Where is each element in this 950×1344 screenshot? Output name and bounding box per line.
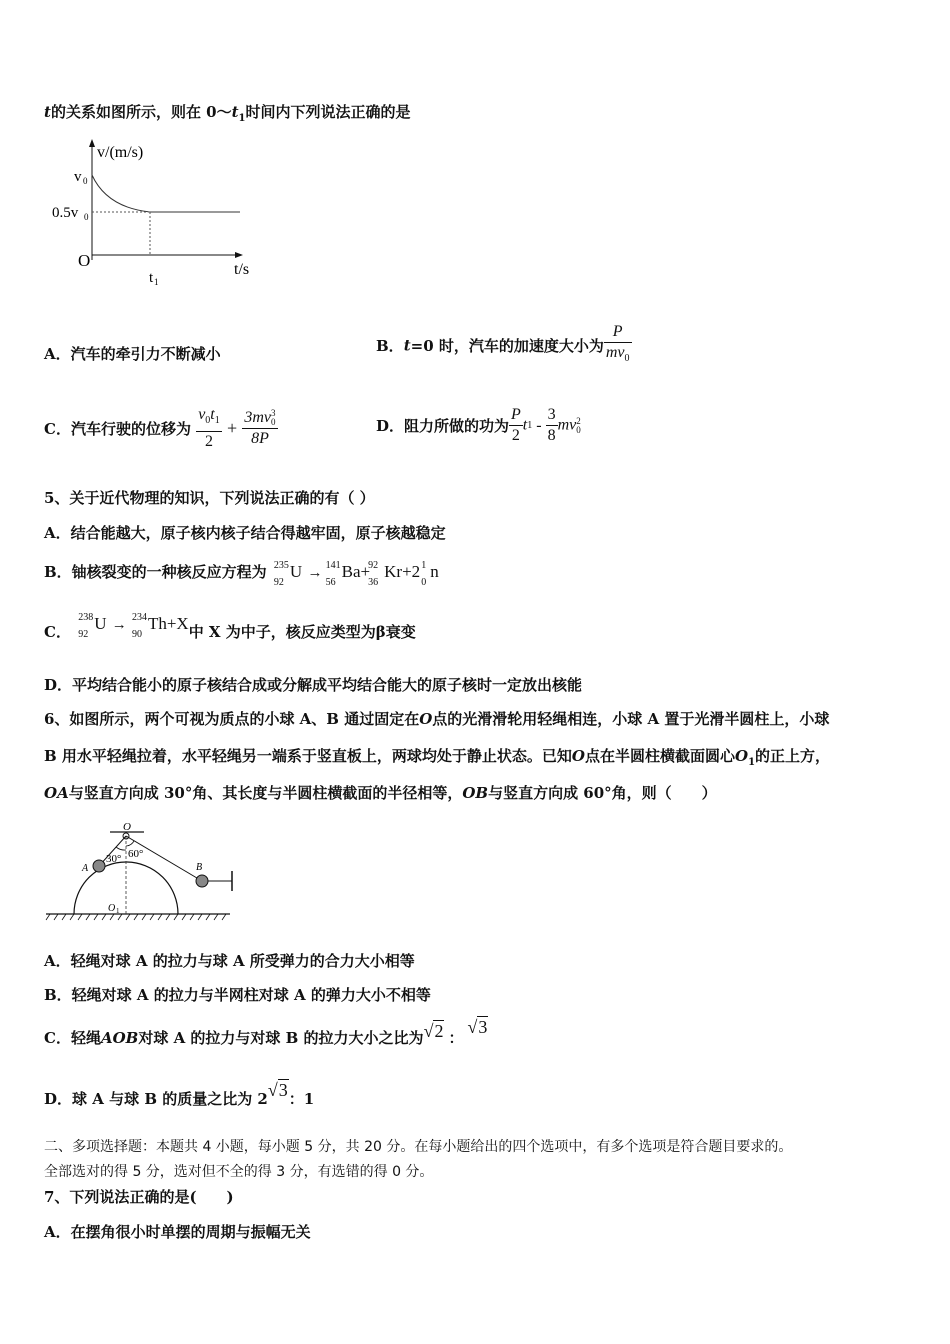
q5-option-a: A．结合能越大，原子核内核子结合得越牢固，原子核越稳定 xyxy=(44,524,446,542)
q4-option-c-den2: 8P xyxy=(251,430,269,448)
graph-t1-label: t xyxy=(149,270,154,286)
q4-intro-t: t xyxy=(44,103,51,121)
q4-option-b-text: =0 时，汽车的加速度大小为 xyxy=(410,337,604,356)
q4-option-d-num2: 3 xyxy=(546,405,558,426)
q6-stem-1a: 6、如图所示，两个可视为质点的小球 A、B 通过固定在 xyxy=(44,710,420,728)
q5-nuclide-n xyxy=(421,560,439,588)
graph-v0-label: v xyxy=(74,169,82,185)
graph-t1-sub: 1 xyxy=(154,277,159,287)
q4-option-d-t: t xyxy=(522,416,528,434)
q5-u235-z: 92 xyxy=(273,577,284,588)
q5-u238-z: 92 xyxy=(78,629,89,640)
q4-option-b xyxy=(376,322,632,369)
graph-v0-sub: 0 xyxy=(83,176,88,186)
q4-option-c-plus: + xyxy=(226,418,238,439)
q6-stem-2o1: O xyxy=(735,747,749,765)
label-o1: O xyxy=(108,903,116,914)
graph-half-sub: 0 xyxy=(84,212,89,222)
q4-option-c-t1-sub: 1 xyxy=(214,415,220,427)
q5-option-c-prefix: C． xyxy=(44,623,71,641)
q4-option-d-num: P xyxy=(509,405,523,426)
q4-intro xyxy=(44,102,411,129)
q4-option-b-t: t xyxy=(403,336,411,355)
q6-option-d-post: ：1 xyxy=(288,1090,315,1108)
q5-ba-symbol: Ba+ xyxy=(341,562,371,581)
q4-option-b-den: mv xyxy=(605,344,625,361)
label-b: B xyxy=(196,862,203,873)
q4-intro-text: 的关系如图所示，则在 0～ xyxy=(50,103,232,121)
velocity-time-graph xyxy=(40,135,280,295)
q5-u235-mass: 235 xyxy=(273,560,289,571)
q7-option-a: A．在摆角很小时单摆的周期与振幅无关 xyxy=(44,1223,311,1241)
q6-stem-line1 xyxy=(44,709,829,729)
q5-ba-mass: 141 xyxy=(325,560,341,571)
q5-option-c-text: 中 X 为中子，核反应类型为β衰变 xyxy=(188,623,416,641)
q6-stem-line3 xyxy=(44,783,717,803)
q5-kr-symbol: Kr+2 xyxy=(384,562,421,581)
q4-option-b-fraction xyxy=(604,322,632,369)
q6-option-c-post: 对球 A 的拉力与对球 B 的拉力大小之比为 xyxy=(138,1029,424,1047)
q5-ba-z: 56 xyxy=(325,577,336,588)
q6-stem-1o: O xyxy=(419,710,433,728)
q4-option-d-text: D．阻力所做的功为 xyxy=(376,417,510,435)
q6-sqrt2: √2 xyxy=(423,1021,444,1041)
q6-stem-ob: OB xyxy=(462,784,489,802)
ball-a xyxy=(93,860,105,872)
q4-option-c-sup: 3 xyxy=(271,408,276,419)
label-o: O xyxy=(123,821,131,833)
q4-option-c-sub: 0 xyxy=(271,417,276,428)
q5-c-arrow: → xyxy=(111,617,127,633)
q5-u235-symbol: U xyxy=(289,562,303,581)
q4-option-c-3mv: 3mv xyxy=(244,409,272,427)
ball-b xyxy=(196,875,208,887)
q6-stem-3a: 与竖直方向成 30°角、其长度与半圆柱横截面的半径相等， xyxy=(68,784,463,802)
label-60: 60° xyxy=(128,848,144,860)
q5-kr-z: 36 xyxy=(368,577,379,588)
q4-option-d-t-sub: 1 xyxy=(527,420,533,431)
q6-stem-1b: 点的光滑滑轮用轻绳相连，小球 A 置于光滑半圆柱上，小球 xyxy=(432,710,830,728)
q5-nuclide-u238 xyxy=(78,612,107,640)
q5-n-symbol: n xyxy=(430,562,439,581)
q6-stem-2o1-sub: 1 xyxy=(748,757,756,768)
q6-stem-3b: 与竖直方向成 60°角，则（ ） xyxy=(488,784,717,802)
q6-stem-2a: B 用水平轻绳拉着，水平轻绳另一端系于竖直板上，两球均处于静止状态。已知 xyxy=(44,747,572,765)
q4-option-b-num: P xyxy=(604,322,632,343)
q4-option-c-den1: 2 xyxy=(204,433,213,451)
q4-intro-t1-sub: 1 xyxy=(238,113,246,124)
q4-option-c-t1: t xyxy=(210,406,215,423)
label-o1-sub: 1 xyxy=(116,907,120,915)
q5-th-mass: 234 xyxy=(131,612,147,623)
q6-option-b: B．轻绳对球 A 的拉力与半网柱对球 A 的弹力大小不相等 xyxy=(44,986,431,1004)
q4-option-d-frac1 xyxy=(509,405,523,446)
q5-option-b xyxy=(44,560,439,588)
q6-option-d-pre: D．球 A 与球 B 的质量之比为 2 xyxy=(44,1090,268,1108)
q5-option-c xyxy=(44,612,416,643)
q5-nuclide-kr xyxy=(368,560,421,588)
q4-option-a: A．汽车的牵引力不断减小 xyxy=(44,345,221,363)
q6-figure xyxy=(44,818,244,928)
graph-x-label: t/s xyxy=(234,261,250,278)
q4-option-d-mv: mv xyxy=(557,416,577,434)
q5-nuclide-u235 xyxy=(273,560,303,588)
q6-option-d xyxy=(44,1080,315,1109)
graph-y-arrow xyxy=(89,139,95,147)
graph-y-label: v/(m/s) xyxy=(97,144,144,161)
q4-option-b-den-sub: 0 xyxy=(624,353,630,365)
q5-u238-mass: 238 xyxy=(78,612,94,623)
q4-option-d-den: 2 xyxy=(511,427,520,444)
q4-option-d-minus: - xyxy=(536,416,542,434)
q4-option-d-mv-sup: 2 xyxy=(576,415,581,426)
graph-half-label: 0.5v xyxy=(52,205,79,221)
label-30: 30° xyxy=(106,853,122,865)
q5-option-d: D．平均结合能小的原子核结合成或分解成平均结合能大的原子核时一定放出核能 xyxy=(44,676,583,694)
q6-stem-2o: O xyxy=(571,747,585,765)
q4-intro-t1: t xyxy=(231,103,239,121)
q5-stem: 5、关于近代物理的知识，下列说法正确的有（ ） xyxy=(44,489,375,507)
q6-option-a: A．轻绳对球 A 的拉力与球 A 所受弹力的合力大小相等 xyxy=(44,952,415,970)
q6-option-d-radicand: 3 xyxy=(278,1080,288,1100)
q5-nuclide-ba xyxy=(325,560,371,588)
section2-line1: 二、多项选择题：本题共 4 小题，每小题 5 分，共 20 分。在每小题给出的四个选项中，有多个选项是符合题目要求的。 xyxy=(44,1139,793,1155)
angle60-arc xyxy=(126,841,134,846)
q5-nuclide-th xyxy=(131,612,189,640)
q5-kr-mass: 92 xyxy=(368,560,379,571)
q6-option-c-colon: ： xyxy=(448,1029,464,1047)
q5-n-mass: 1 xyxy=(421,560,427,571)
graph-curve xyxy=(92,175,150,212)
label-a: A xyxy=(82,863,89,874)
q5-th-symbol: Th+X xyxy=(147,614,189,633)
q4-option-d-mv-sub: 0 xyxy=(576,424,581,435)
q6-option-c-aob: AOB xyxy=(100,1029,139,1047)
q4-option-c-frac2 xyxy=(242,408,277,449)
q5-u238-symbol: U xyxy=(94,614,107,633)
q4-option-c-v0: v xyxy=(198,406,206,423)
q4-option-c xyxy=(44,405,278,452)
q5-n-z: 0 xyxy=(421,577,427,588)
graph-x-arrow xyxy=(235,252,243,258)
q6-stem-line2 xyxy=(44,746,830,773)
q5-arrow: → xyxy=(307,565,323,581)
q6-stem-2b: 点在半圆柱横截面圆心 xyxy=(584,747,735,765)
q4-option-d xyxy=(376,405,581,446)
q5-th-z: 90 xyxy=(131,629,142,640)
q6-sqrt3: √3 xyxy=(467,1017,488,1037)
q6-sqrt2-radicand: 2 xyxy=(434,1021,444,1041)
q7-stem: 7、下列说法正确的是( ) xyxy=(44,1188,234,1206)
section2-line2: 全部选对的得 5 分，选对但不全的得 3 分，有选错的得 0 分。 xyxy=(44,1164,434,1180)
q6-stem-oa: OA xyxy=(44,784,69,802)
angle30-arc xyxy=(116,847,126,850)
q4-option-c-v0-sub: 0 xyxy=(205,415,211,427)
q4-option-c-text: C．汽车行驶的位移为 xyxy=(44,420,191,439)
q4-option-d-frac2 xyxy=(546,405,558,446)
q6-option-c-pre: C．轻绳 xyxy=(44,1029,101,1047)
q6-sqrt3-radicand: 3 xyxy=(478,1017,488,1037)
q5-option-b-text: B．铀核裂变的一种核反应方程为 xyxy=(44,563,267,581)
q4-option-b-prefix: B． xyxy=(376,337,404,356)
graph-origin: O xyxy=(78,251,91,270)
q6-option-d-sqrt3: √3 xyxy=(267,1080,288,1100)
q4-option-d-den2: 8 xyxy=(547,427,556,444)
q4-option-c-frac1 xyxy=(196,405,222,452)
q4-intro-end: 时间内下列说法正确的是 xyxy=(245,103,411,121)
q6-option-c xyxy=(44,1017,488,1048)
q6-stem-2c: 的正上方， xyxy=(755,747,831,765)
ground-hatching xyxy=(46,914,226,920)
